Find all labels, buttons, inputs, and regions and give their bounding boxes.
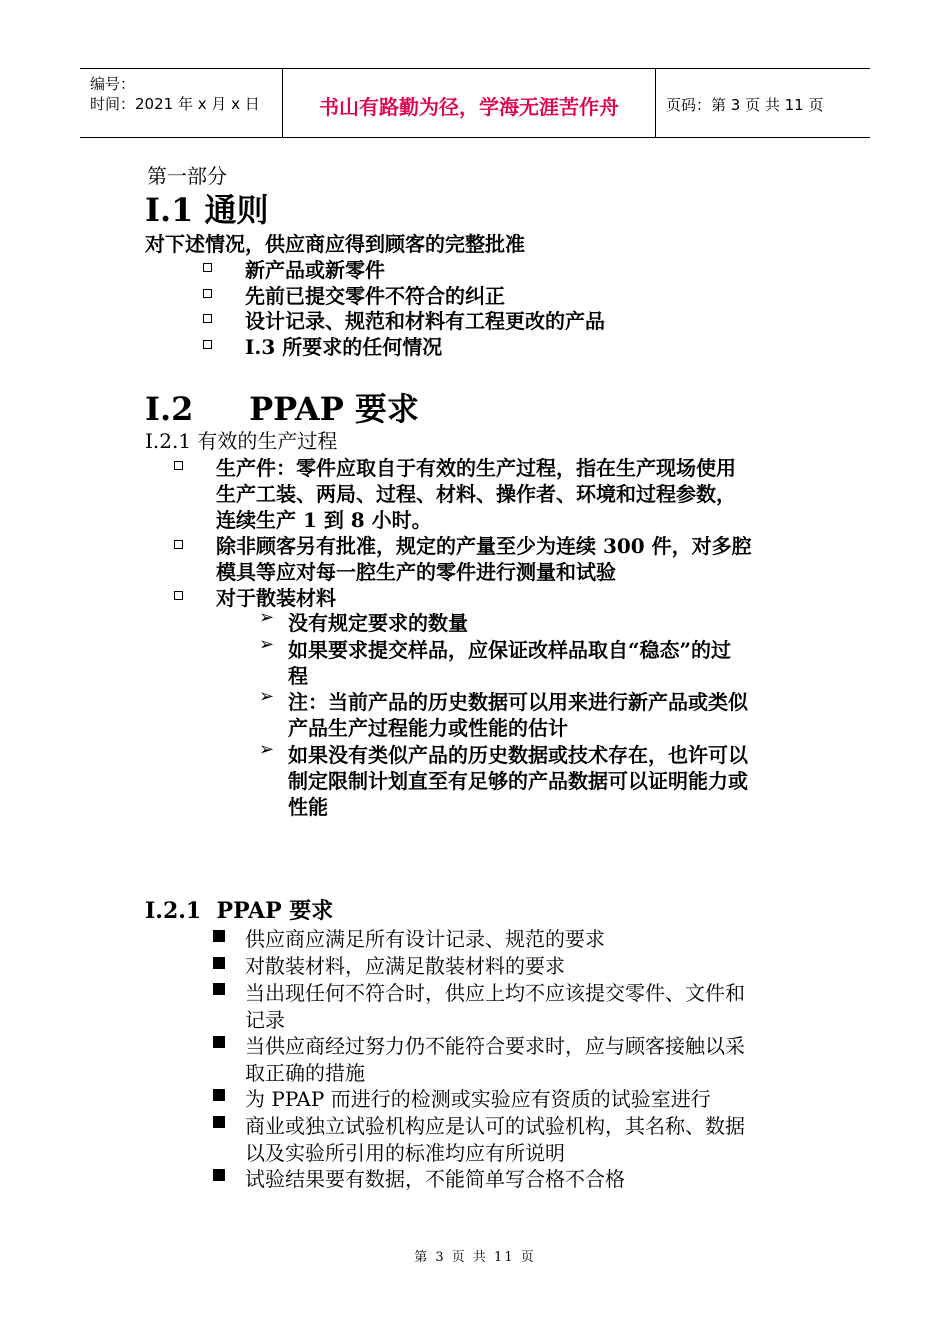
list-item-line: 取正确的措施 [245, 1061, 365, 1085]
list-item-line: 试验结果要有数据，不能简单写合格不合格 [245, 1167, 625, 1191]
list-item: I.3 所要求的任何情况 [245, 335, 443, 359]
square-bullet-icon [174, 461, 183, 470]
list-item-line: 程 [288, 664, 308, 688]
filled-square-bullet-icon [213, 1036, 225, 1048]
arrow-bullet-icon: ➢ [259, 607, 275, 628]
arrow-bullet-icon: ➢ [259, 739, 275, 760]
list-item-line: 模具等应对每一腔生产的零件进行测量和试验 [216, 560, 616, 584]
page-header [80, 68, 870, 138]
square-bullet-icon [174, 591, 183, 600]
filled-square-bullet-icon [213, 1089, 225, 1101]
filled-square-bullet-icon [213, 930, 225, 942]
square-bullet-icon [203, 340, 212, 349]
list-item-line: 对散装材料，应满足散装材料的要求 [245, 954, 565, 978]
filled-square-bullet-icon [213, 1169, 225, 1181]
list-item: 设计记录、规范和材料有工程更改的产品 [245, 309, 605, 333]
section-heading-ppap: I.2 PPAP 要求 [145, 390, 419, 428]
list-item-line: 当供应商经过努力仍不能符合要求时，应与顾客接触以采 [245, 1034, 745, 1058]
part-title: 第一部分 [147, 164, 227, 188]
filled-square-bullet-icon [213, 983, 225, 995]
square-bullet-icon [203, 314, 212, 323]
page-footer: 第 3 页 共 11 页 [414, 1250, 536, 1265]
subsection-heading-ppap-requirements: I.2.1 PPAP 要求 [145, 898, 334, 924]
list-item-line: 对于散装材料 [216, 586, 336, 610]
arrow-bullet-icon: ➢ [259, 634, 275, 655]
list-item-line: 记录 [245, 1008, 285, 1032]
filled-square-bullet-icon [213, 1116, 225, 1128]
list-item-line: 当出现任何不符合时，供应上均不应该提交零件、文件和 [245, 981, 745, 1005]
subsection-heading-production: I.2.1 有效的生产过程 [145, 429, 338, 453]
document-time-label: 时间：2021 年 x 月 x 日 [90, 95, 260, 113]
list-item-line: 性能 [288, 795, 328, 819]
list-item-line: 供应商应满足所有设计记录、规范的要求 [245, 927, 605, 951]
header-motto: 书山有路勤为径，学海无涯苦作舟 [319, 95, 619, 119]
square-bullet-icon [203, 263, 212, 272]
header-info-cell [80, 69, 283, 137]
arrow-bullet-icon: ➢ [259, 686, 275, 707]
section-intro: 对下述情况，供应商应得到顾客的完整批准 [145, 232, 525, 256]
list-item-line: 连续生产 1 到 8 小时。 [216, 508, 432, 532]
list-item-line: 生产工装、两局、过程、材料、操作者、环境和过程参数， [216, 482, 736, 506]
list-item-line: 如果没有类似产品的历史数据或技术存在，也许可以 [288, 743, 748, 767]
list-item-line: 为 PPAP 而进行的检测或实验应有资质的试验室进行 [245, 1087, 711, 1111]
square-bullet-icon [174, 540, 183, 549]
list-item-line: 如果要求提交样品，应保证改样品取自“稳态”的过 [288, 638, 732, 662]
list-item: 新产品或新零件 [245, 258, 385, 282]
list-item-line: 以及实验所引用的标准均应有所说明 [245, 1141, 565, 1165]
list-item: 先前已提交零件不符合的纠正 [245, 284, 505, 308]
list-item-line: 商业或独立试验机构应是认可的试验机构，其名称、数据 [245, 1114, 745, 1138]
list-item-line: 除非顾客另有批准，规定的产量至少为连续 300 件，对多腔 [216, 534, 752, 558]
list-item-line: 生产件：零件应取自于有效的生产过程，指在生产现场使用 [216, 456, 736, 480]
header-page-cell [656, 69, 870, 137]
list-item-line: 注：当前产品的历史数据可以用来进行新产品或类似 [288, 690, 748, 714]
document-number-label: 编号： [90, 75, 136, 93]
filled-square-bullet-icon [213, 957, 225, 969]
header-motto-cell [283, 69, 656, 137]
square-bullet-icon [203, 289, 212, 298]
list-item-line: 没有规定要求的数量 [288, 611, 468, 635]
list-item-line: 制定限制计划直至有足够的产品数据可以证明能力或 [288, 769, 748, 793]
header-page-info: 页码：第 3 页 共 11 页 [666, 96, 824, 114]
section-heading-general: I.1 通则 [145, 191, 269, 229]
list-item-line: 产品生产过程能力或性能的估计 [288, 716, 568, 740]
